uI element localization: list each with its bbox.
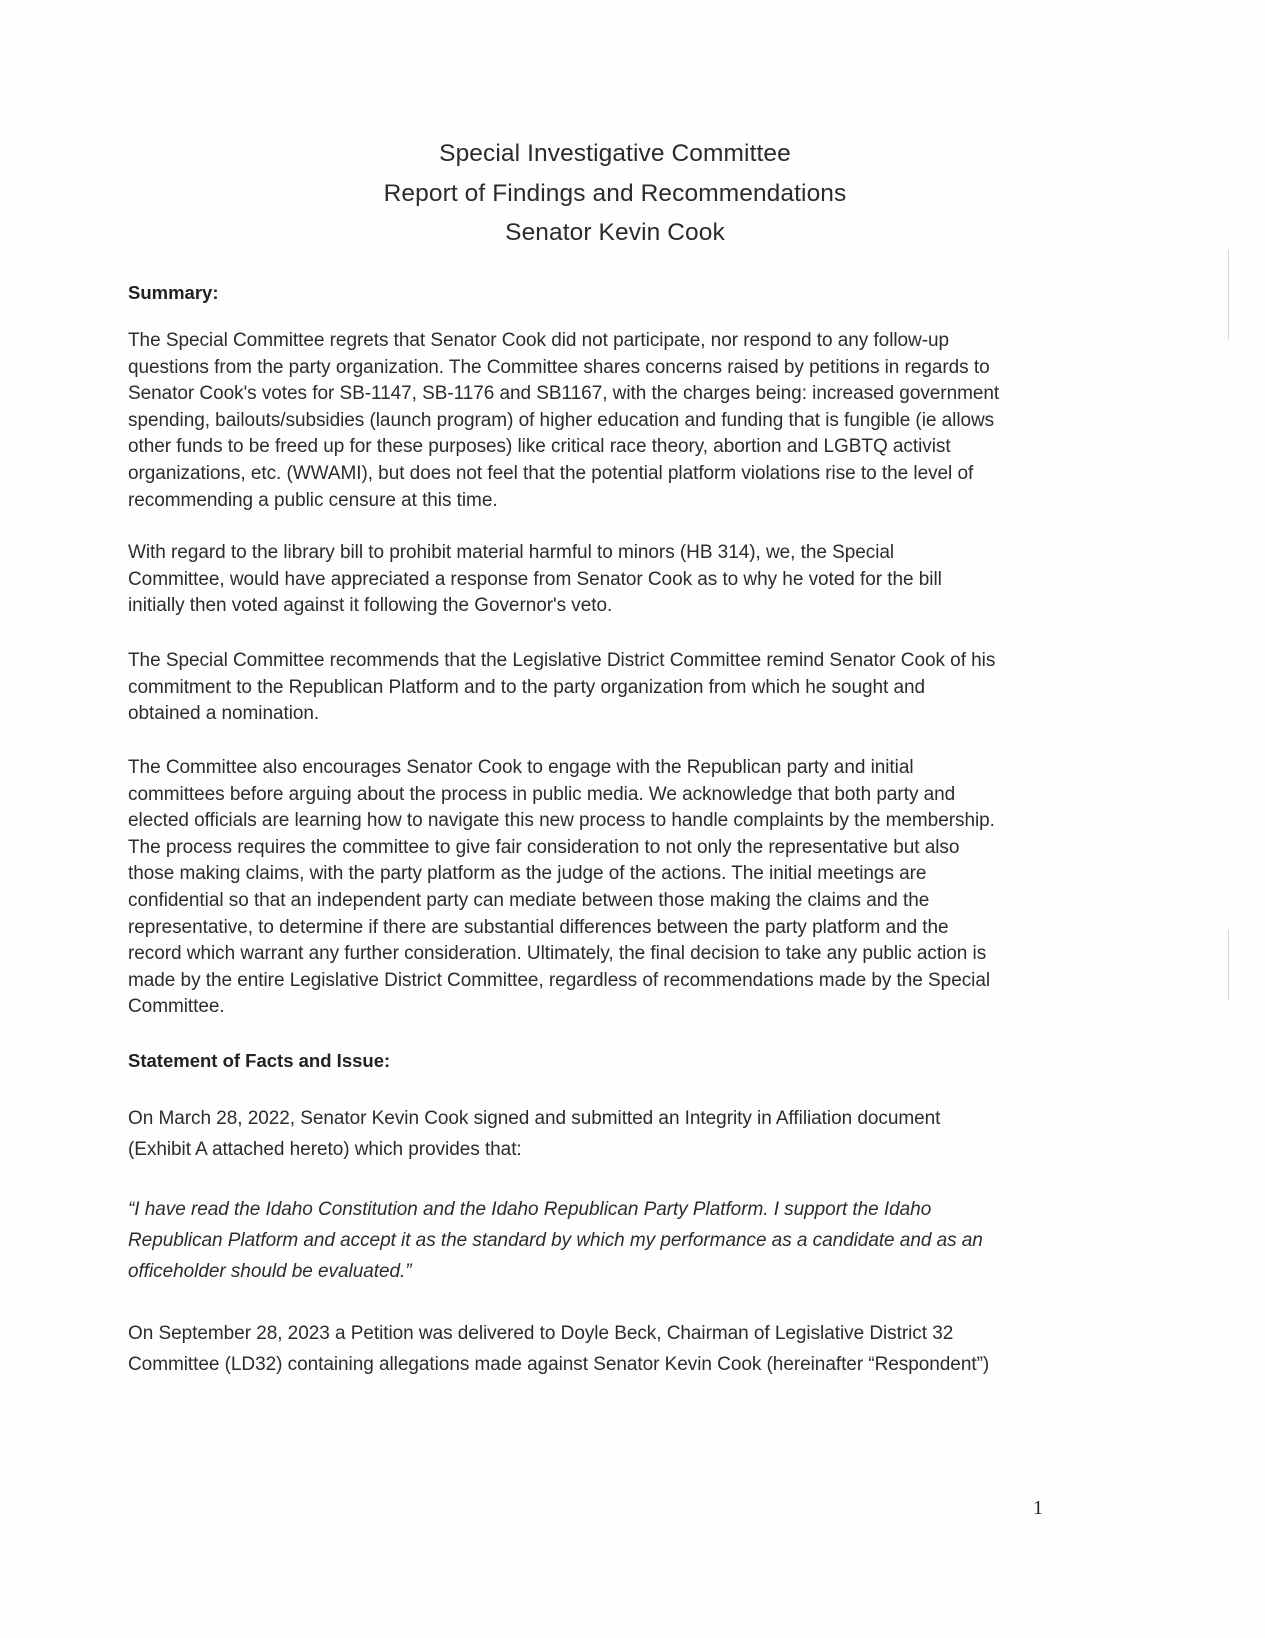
text-line: confidential so that an independent party can mediate between those making the claims and the [128,889,930,911]
quote-line: “I have read the Idaho Constitution and the Idaho Republican Party Platform. I support the Idaho [128,1199,932,1220]
scan-artifact [1228,930,1229,1000]
text-line: committees before arguing about the process in public media. We acknowledge that both party and [128,783,956,805]
text-line: (Exhibit A attached hereto) which provides that: [128,1139,522,1160]
text-line: organizations, etc. (WWAMI), but does not feel that the potential platform violations rise to the level of [128,462,974,484]
quote-line: officeholder should be evaluated.” [128,1261,412,1282]
text-line: spending, bailouts/subsidies (launch program) of higher education and funding that is fungible (ie allows [128,409,995,431]
text-line: On September 28, 2023 a Petition was delivered to Doyle Beck, Chairman of Legislative District 32 [128,1323,954,1344]
text-line: Senator Cook's votes for SB-1147, SB-1176 and SB1167, with the charges being: increased government [128,383,1000,405]
summary-heading: Summary: [128,282,219,303]
text-line: other funds to be freed up for these purposes) like critical race theory, abortion and LGBTQ activist [128,436,951,458]
title-line-committee: Special Investigative Committee [439,140,791,167]
text-line: made by the entire Legislative District Committee, regardless of recommendations made by the Special [128,969,991,991]
facts-paragraph-1 [128,1103,940,1165]
text-line: The Special Committee regrets that Senator Cook did not participate, nor respond to any follow-up [128,330,950,351]
text-line: The Special Committee recommends that the Legislative District Committee remind Senator Cook of his [128,650,996,671]
text-line: obtained a nomination. [128,703,320,725]
summary-paragraph-1 [128,328,999,514]
document-title [0,134,1230,253]
text-line: record which warrant any further consideration. Ultimately, the final decision to take any public action is [128,943,987,965]
text-line: With regard to the library bill to prohibit material harmful to minors (HB 314), we, the Special [128,542,895,563]
summary-paragraph-4 [128,755,995,1021]
title-line-report: Report of Findings and Recommendations [383,179,847,207]
text-line: The process requires the committee to give fair consideration to not only the representative but also [128,836,960,858]
facts-heading: Statement of Facts and Issue: [128,1050,391,1071]
quote-line: Republican Platform and accept it as the standard by which my performance as a candidate and as an [128,1230,983,1251]
page-number: 1 [1033,1497,1043,1519]
text-line: commitment to the Republican Platform and to the party organization from which he sought and [128,676,926,698]
scan-artifact [1228,250,1229,340]
integrity-affiliation-quote [128,1194,983,1287]
facts-paragraph-3 [128,1318,989,1380]
text-line: initially then voted against it following the Governor's veto. [128,595,613,617]
text-line: elected officials are learning how to navigate this new process to handle complaints by the membership. [128,810,995,832]
summary-paragraph-2 [128,540,942,620]
text-line: those making claims, with the party platform as the judge of the actions. The initial meetings are [128,863,927,885]
text-line: Committee, would have appreciated a response from Senator Cook as to why he voted for the bill [128,568,942,590]
summary-paragraph-3 [128,648,995,728]
text-line: On March 28, 2022, Senator Kevin Cook signed and submitted an Integrity in Affiliation document [128,1108,941,1129]
text-line: Committee (LD32) containing allegations made against Senator Kevin Cook (hereinafter “Respondent”) [128,1354,990,1375]
text-line: The Committee also encourages Senator Cook to engage with the Republican party and initial [128,757,914,778]
text-line: questions from the party organization. The Committee shares concerns raised by petitions in regards to [128,356,990,378]
text-line: recommending a public censure at this time. [128,489,498,511]
text-line: Committee. [128,996,225,1018]
text-line: representative, to determine if there are substantial differences between the party platform and the [128,916,949,938]
title-line-senator: Senator Kevin Cook [505,219,725,246]
